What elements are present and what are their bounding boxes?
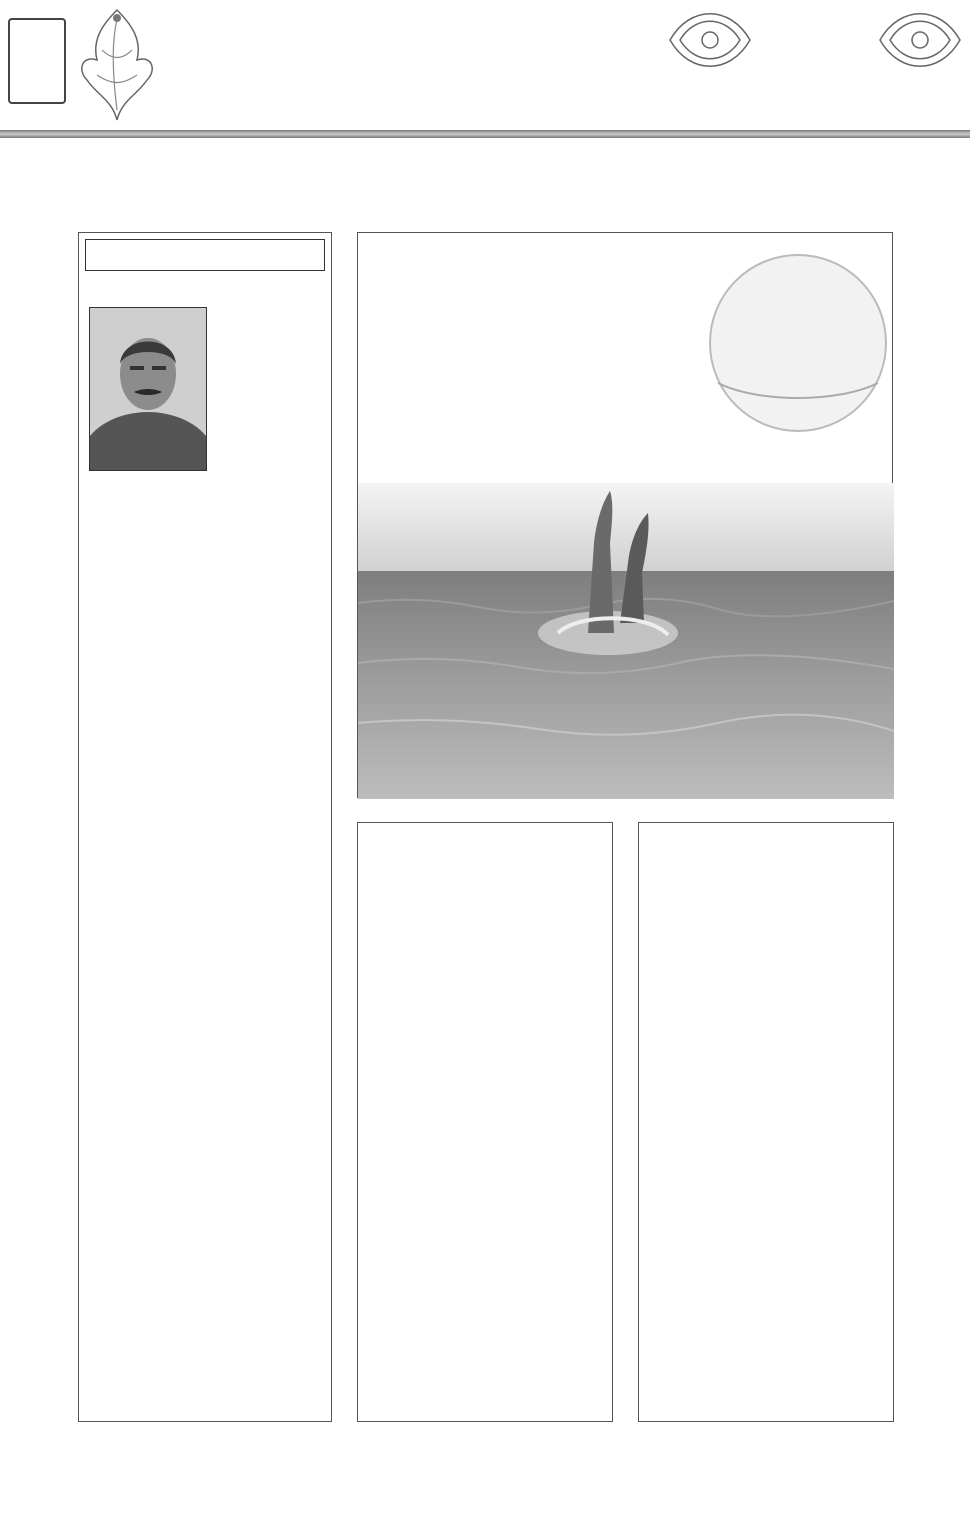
section-band-circle-icon: [698, 243, 888, 443]
phoenix-emblem-icon: [72, 0, 162, 130]
decorative-rosette-border-left: [2, 210, 56, 1519]
author-photo: [89, 307, 207, 471]
author-portrait-icon: [90, 308, 206, 470]
poem-laugh-box: [638, 822, 894, 1422]
decorative-rosette-border-right: [916, 210, 970, 1519]
masthead-rule: [0, 130, 970, 138]
poem-old-woman-box: [357, 822, 613, 1422]
page-number: [8, 18, 66, 104]
decorative-rosette-border-top: [0, 158, 970, 212]
side-column-title: [85, 239, 325, 271]
drowning-hand-photo: [358, 483, 894, 799]
side-column-box: [78, 232, 332, 1422]
main-article-box: [357, 232, 893, 798]
masthead-logo-ornament: [660, 0, 970, 128]
